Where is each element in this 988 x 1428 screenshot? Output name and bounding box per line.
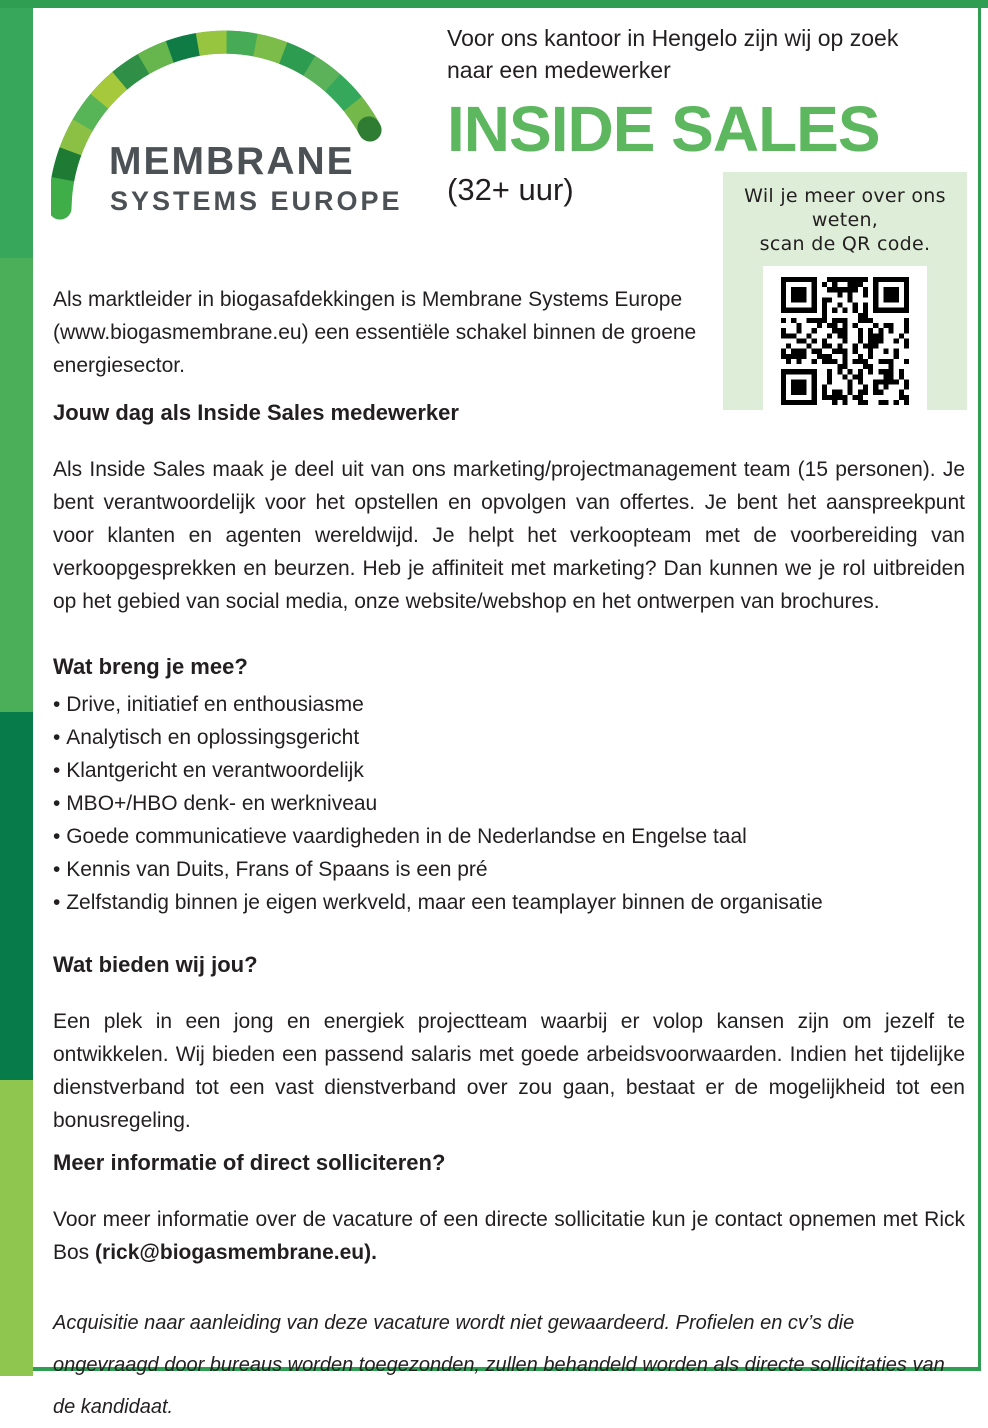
section-heading-meer-informatie: Meer informatie of direct solliciteren? (53, 1150, 446, 1175)
logo-wordmark: MEMBRANE (109, 140, 355, 183)
logo-subtitle: SYSTEMS EUROPE (110, 186, 403, 216)
list-item: • Kennis van Duits, Frans of Spaans is een pré (53, 853, 965, 886)
qr-code-frame (763, 266, 927, 416)
section-body-wat-bieden-wij: Een plek in een jong en energiek projectteam waarbij er volop kansen zijn om jezelf te ontwikkelen. Wij bieden een passend salaris met goede arbeidsvoorwaarden. Indien het tijdelijke dienstverband tot een vast dienstverband over zou gaan, bestaat er de mogelijkheid tot een bonusregeling. (53, 1010, 965, 1132)
vacancy-intro-line2: naar een medewerker (447, 57, 671, 83)
left-bar-segment-3 (0, 712, 33, 1080)
left-bar-segment-2 (0, 258, 33, 712)
page-content (33, 8, 978, 1418)
contact-email: (rick@biogasmembrane.eu). (95, 1241, 377, 1264)
qr-caption (723, 184, 967, 256)
section-heading-wat-bieden-wij: Wat bieden wij jou? (53, 952, 258, 977)
list-item: • Klantgericht en verantwoordelijk (53, 754, 965, 787)
contact-text: Voor meer informatie over de vacature of een directe sollicitatie kun je contact opnemen met Rick Bos (53, 1208, 965, 1264)
qr-code-icon (781, 277, 909, 405)
list-item: • Analytisch en oplossingsgericht (53, 721, 965, 754)
left-bar-segment-1 (0, 8, 33, 258)
section-heading-wat-breng-je-mee: Wat breng je mee? (53, 654, 248, 679)
list-item: • Zelfstandig binnen je eigen werkveld, maar een teamplayer binnen de organisatie (53, 886, 965, 919)
right-accent-border (978, 8, 981, 1371)
list-item: • Goede communicatieve vaardigheden in de Nederlandse en Engelse taal (53, 820, 965, 853)
acquisition-disclaimer: Acquisitie naar aanleiding van deze vacature wordt niet gewaardeerd. Profielen en cv’s die ongevraagd door bureaus worden toegezonden, zullen behandeld worden als directe sollicitaties van de kandidaat. (53, 1312, 945, 1418)
qr-panel (723, 172, 967, 410)
qr-caption-line1: Wil je meer over ons weten, (744, 185, 946, 231)
list-item: • Drive, initiatief en enthousiasme (53, 688, 965, 721)
vacancy-hours: (32+ uur) (447, 172, 574, 207)
section-body-meer-informatie (53, 1203, 965, 1269)
top-accent-bar (0, 0, 988, 8)
qr-caption-line2: scan de QR code. (759, 233, 931, 255)
vacancy-title: INSIDE SALES (447, 93, 880, 165)
left-bar-segment-4 (0, 1080, 33, 1376)
section-heading-jouw-dag: Jouw dag als Inside Sales medewerker (53, 400, 459, 425)
section-body-jouw-dag: Als Inside Sales maak je deel uit van ons marketing/projectmanagement team (15 personen). Je bent verantwoordelijk voor het opstellen en opvolgen van offertes. Je bent het aanspreekpunt voor klanten en agenten wereldwijd. Je helpt het verkoopteam met de voorbereiding van verkoopgesprekken en beurzen. Heb je affiniteit met marketing? Dan kunnen we je rol uitbreiden op het gebied van social media, onze website/webshop en het ontwerpen van brochures. (53, 458, 965, 613)
intro-paragraph: Als marktleider in biogasafdekkingen is Membrane Systems Europe (www.biogasmembrane.eu) een essentiële schakel binnen de groene energiesector. (53, 288, 697, 377)
left-accent-bar (0, 8, 33, 1376)
list-item: • MBO+/HBO denk- en werkniveau (53, 787, 965, 820)
requirements-list (53, 688, 965, 919)
company-logo (51, 18, 411, 233)
vacancy-intro-line1: Voor ons kantoor in Hengelo zijn wij op zoek (447, 25, 899, 51)
